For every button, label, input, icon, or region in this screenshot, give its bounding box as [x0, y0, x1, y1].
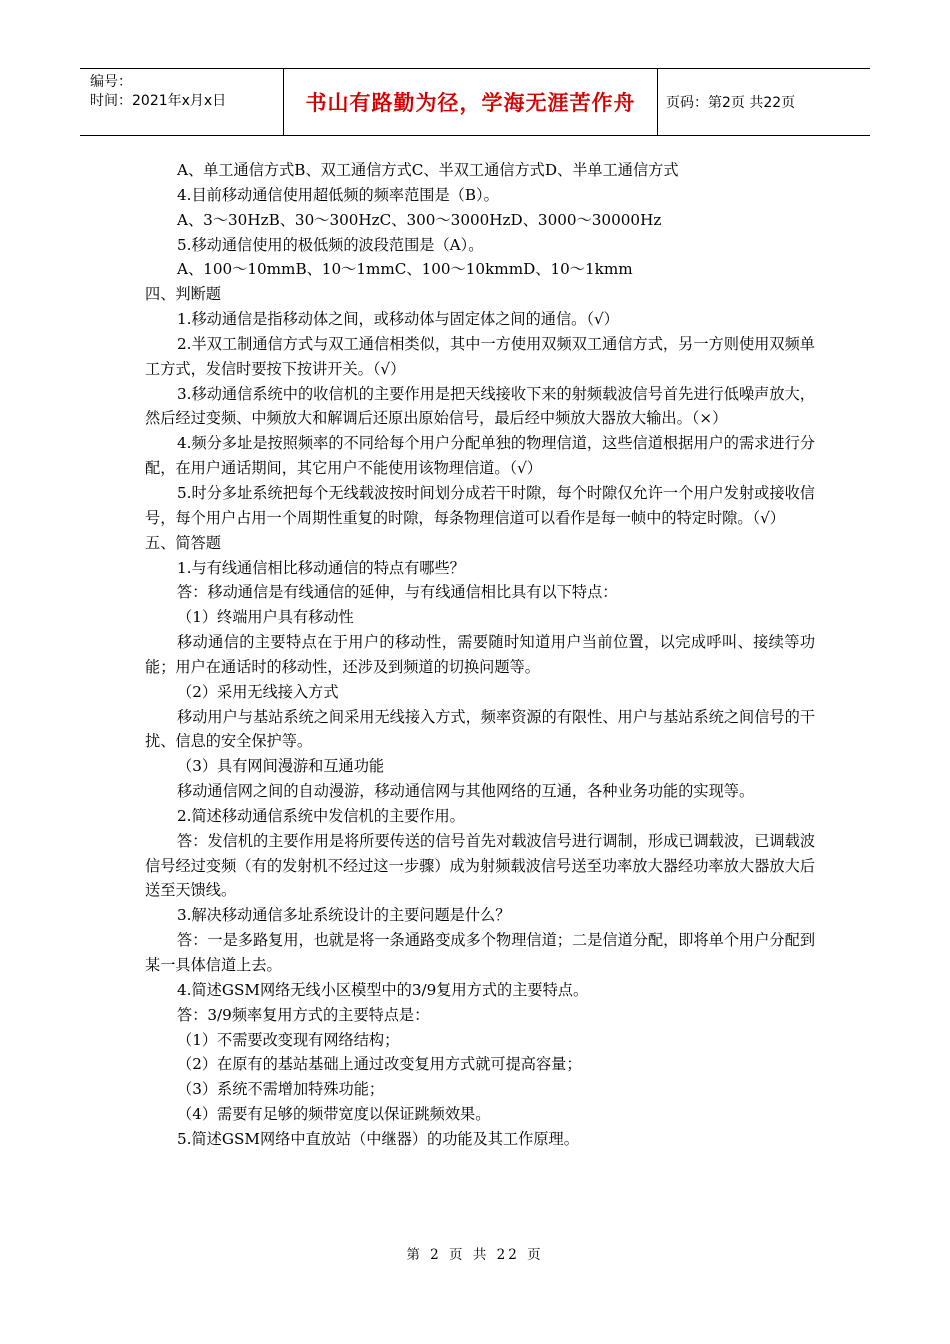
question-line: 3.解决移动通信多址系统设计的主要问题是什么？: [177, 906, 511, 925]
answer-paragraph: 移动用户与基站系统之间采用无线接入方式，频率资源的有限性、用户与基站系统之间信号的干扰、信息的安全保护等。: [145, 707, 815, 751]
question-line: 4.简述GSM网络无线小区模型中的3/9复用方式的主要特点。: [177, 980, 589, 999]
answer-paragraph: 移动通信网之间的自动漫游，移动通信网与其他网络的互通，各种业务功能的实现等。: [177, 782, 755, 801]
choice-options-line: A、单工通信方式B、双工通信方式C、半双工通信方式D、半单工通信方式: [177, 161, 679, 179]
judgment-item: 1.移动通信是指移动体之间，或移动体与固定体之间的通信。（√）: [177, 310, 619, 329]
judgment-item: 2.半双工制通信方式与双工通信相类似，其中一方使用双频双工通信方式，另一方则使用双频单工方式，发信时要按下按讲开关。（√）: [145, 334, 815, 378]
answer-subheading: （1）终端用户具有移动性: [177, 608, 354, 627]
answer-paragraph: 答：发信机的主要作用是将所要传送的信号首先对载波信号进行调制，形成已调载波，已调载波信号经过变频（有的发射机不经过这一步骤）成为射频载波信号送至功率放大器经功率放大器放大后送至天馈线。: [145, 831, 815, 900]
answer-paragraph: 答：一是多路复用，也就是将一条通路变成多个物理信道；二是信道分配，即将单个用户分配到某一具体信道上去。: [145, 931, 815, 974]
question-line: 5.简述GSM网络中直放站（中继器）的功能及其工作原理。: [177, 1129, 579, 1148]
page-header: [80, 68, 870, 136]
header-page-info: 页码：第2页 共22页: [666, 95, 796, 111]
answer-subheading: （2）采用无线接入方式: [177, 682, 339, 701]
judgment-item: 4.频分多址是按照频率的不同给每个用户分配单独的物理信道，这些信道根据用户的需求进行分配，在用户通话期间，其它用户不能使用该物理信道。（√）: [145, 434, 815, 478]
answer-subheading: （3）具有网间漫游和互通功能: [177, 757, 385, 776]
section-heading: 四、判断题: [145, 285, 221, 304]
header-meta: [80, 69, 284, 135]
answer-list-item: （4）需要有足够的频带宽度以保证跳频效果。: [177, 1105, 491, 1124]
answer-paragraph: 移动通信的主要特点在于用户的移动性，需要随时知道用户当前位置，以完成呼叫、接续等功能；用户在通话时的移动性，还涉及到频道的切换问题等。: [145, 633, 815, 676]
judgment-item: 5.时分多址系统把每个无线载波按时间划分成若干时隙，每个时隙仅允许一个用户发射或接收信号，每个用户占用一个周期性重复的时隙，每条物理信道可以看作是每一帧中的特定时隙。（√）: [145, 483, 815, 527]
header-motto: 书山有路勤为径，学海无涯苦作舟: [284, 69, 658, 135]
document-number-label: 编号：: [90, 74, 132, 90]
question-line: 5.移动通信使用的极低频的波段范围是（A）。: [177, 235, 484, 254]
question-line: 4.目前移动通信使用超低频的频率范围是（B）。: [177, 185, 499, 204]
page-footer: 第 2 页 共 22 页: [406, 1247, 544, 1263]
answer-list-item: （2）在原有的基站基础上通过改变复用方式就可提高容量；: [177, 1055, 582, 1074]
answer-list-item: （3）系统不需增加特殊功能；: [177, 1080, 385, 1099]
question-line: 1.与有线通信相比移动通信的特点有哪些？: [177, 558, 465, 577]
judgment-item: 3.移动通信系统中的收信机的主要作用是把天线接收下来的射频载波信号首先进行低噪声放大，然后经过变频、中频放大和解调后还原出原始信号，最后经中频放大器放大输出。（×）: [145, 384, 815, 428]
answer-line: 答：3/9频率复用方式的主要特点是：: [177, 1005, 430, 1024]
choice-options-line: A、100～10mmB、10～1mmC、100～10kmmD、10～1kmm: [177, 260, 633, 279]
question-line: 2.简述移动通信系统中发信机的主要作用。: [177, 806, 465, 825]
section-heading: 五、简答题: [145, 533, 221, 552]
answer-list-item: （1）不需要改变现有网络结构；: [177, 1030, 400, 1049]
choice-options-line: A、3～30HzB、30～300HzC、300～3000HzD、3000～30000Hz: [177, 210, 662, 229]
answer-line: 答：移动通信是有线通信的延伸，与有线通信相比具有以下特点：: [177, 583, 618, 602]
document-time: 时间：2021年x月x日: [90, 93, 227, 109]
document-body: [145, 158, 815, 1152]
